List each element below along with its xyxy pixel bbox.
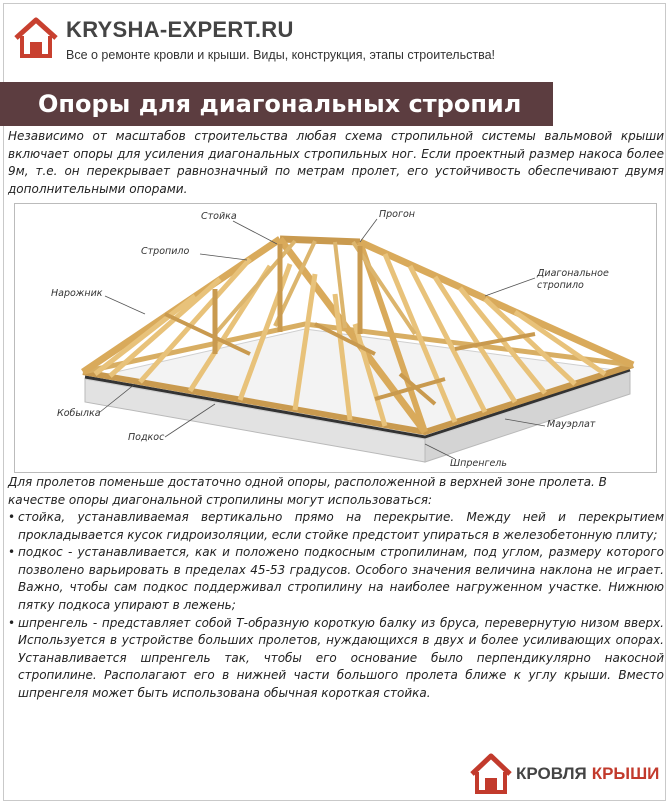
footer-logo[interactable]	[468, 750, 668, 798]
label-kobylka: Кобылка	[57, 408, 101, 419]
label-mauerlat: Мауэрлат	[547, 419, 596, 430]
label-diag-1: Диагональное	[537, 268, 609, 279]
list-item	[8, 615, 664, 703]
house-logo-icon	[468, 750, 514, 796]
label-stropilo: Стропило	[141, 246, 190, 257]
support-list	[8, 509, 664, 703]
label-podkos: Подкос	[128, 432, 165, 443]
site-tagline: Все о ремонте кровли и крыши. Виды, конструкция, этапы строительства!	[66, 48, 496, 62]
title-bar	[0, 82, 553, 126]
list-item-text: стойка, устанавливаемая вертикально прямо на перекрытие. Между ней и перекрытием прокладывается кусок гидроизоляции, если стойке предстоит упираться в железобетонную плиту;	[18, 510, 664, 542]
roof-diagram	[14, 203, 657, 473]
list-item	[8, 509, 664, 544]
list-item-text: шпренгель - представляет собой Т-образную короткую балку из бруса, перевернутую низом вверх. Используется в устройстве больших пролетов, нуждающихся в двух и более усиливающих опорах. Устанавливается шпренгель так, чтобы его основание было перпендикулярно накосной стропилине. Располагают его в нижней части большого пролета ближе к углу крыши. Вместо шпренгеля может быть использована обычная короткая стойка.	[18, 615, 664, 700]
label-progon: Прогон	[379, 209, 416, 220]
label-stoyka: Стойка	[201, 211, 237, 222]
support-intro-paragraph: Для пролетов поменьше достаточно одной опоры, расположенной в верхней зоне пролета. В качестве опоры диагональной стропилины могут использоваться:	[8, 475, 607, 507]
page-title: Опоры для диагональных стропил	[38, 90, 522, 118]
label-diag-2: стропило	[537, 280, 584, 291]
bullet: •	[8, 510, 16, 524]
list-item-text: подкос - устанавливается, как и положено подкосным стропилинам, под углом, размеру которого позволено варьировать в пределах 45-53 градусов. Особого значения величина наклона не играет. Важно, чтобы сам подкос поддерживал стропилину на наиболее нагруженном участке. Нижнюю пятку подкоса упирают в лежень;	[18, 545, 664, 612]
label-narozhnik: Нарожник	[51, 288, 103, 299]
bullet: •	[8, 615, 16, 630]
house-logo-icon[interactable]	[12, 14, 60, 62]
label-shprengel: Шпренгель	[450, 458, 507, 469]
footer-brand-b: КРЫШИ	[591, 764, 660, 783]
roof-illustration	[15, 204, 656, 472]
footer-brand-a: КРОВЛЯ	[516, 764, 587, 783]
site-name[interactable]: KRYSHA-EXPERT.RU	[66, 17, 294, 42]
list-item	[8, 544, 664, 614]
footer-brand	[516, 764, 659, 784]
intro-paragraph: Независимо от масштабов строительства любая схема стропильной системы вальмовой крыши включает опоры для усиления диагональных стропильных ног. Если проектный размер накоса более 9м, т.е. он перекрывает равнозначный по метрам пролет, его устойчивость обеспечивают двумя дополнительными опорами.	[8, 129, 664, 196]
bullet: •	[8, 545, 16, 560]
site-header	[0, 0, 671, 82]
